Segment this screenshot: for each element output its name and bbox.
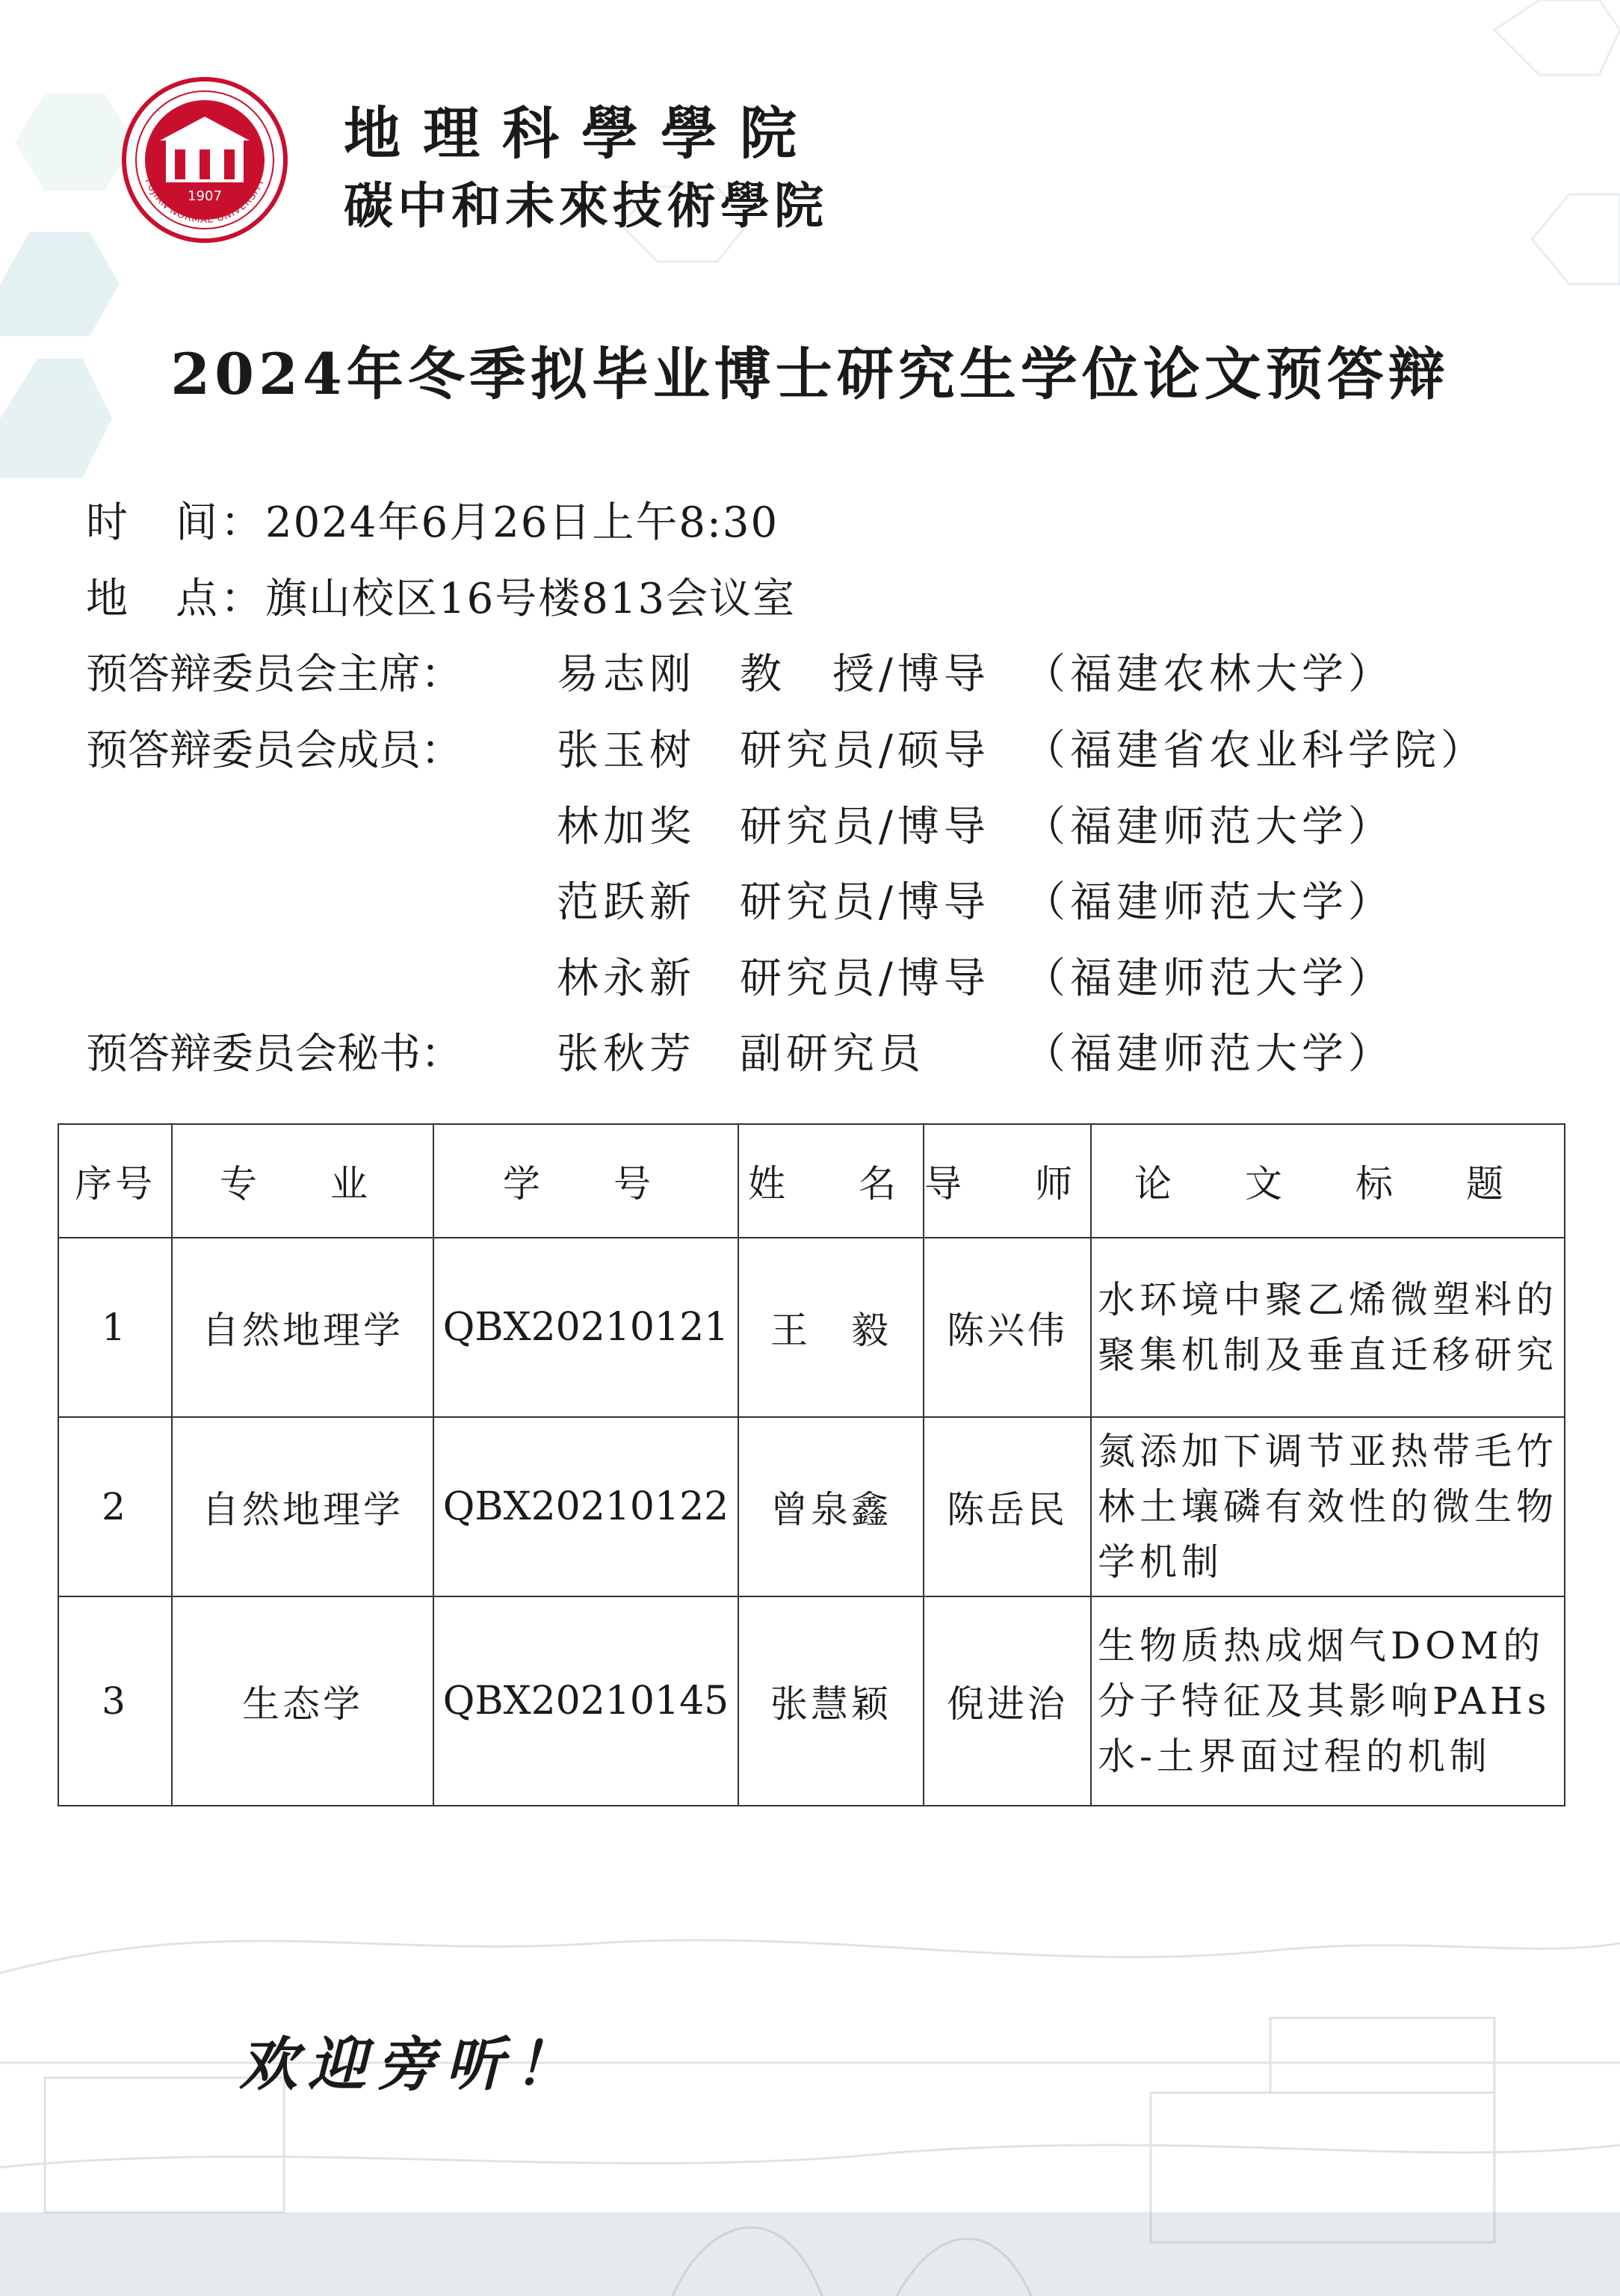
member-name: 范跃新 (557, 878, 696, 927)
member-name: 张玉树 (557, 726, 696, 775)
chair-title: 教 授/博导 (740, 650, 990, 699)
advisor-cell: 陈岳民 (924, 1417, 1091, 1596)
table-row (58, 1417, 1565, 1596)
column-header: 导 师 (924, 1124, 1091, 1238)
major-cell: 自然地理学 (172, 1238, 433, 1417)
defense-schedule-table (58, 1123, 1565, 1806)
student-id-cell: QBX20210121 (433, 1238, 738, 1417)
major-cell: 自然地理学 (172, 1417, 433, 1596)
members-label: 预答辩委员会成员： (86, 726, 463, 775)
advisor-cell: 倪进治 (924, 1596, 1091, 1806)
member-title: 研究员/博导 (740, 878, 990, 927)
member-name: 林永新 (557, 954, 696, 1003)
student-id-cell: QBX20210145 (433, 1596, 738, 1806)
secretary-title: 副研究员 (740, 1030, 925, 1078)
column-header: 论 文 标 题 (1091, 1124, 1565, 1238)
welcome-text: 欢迎旁听！ (239, 2031, 584, 2099)
column-header: 学 号 (433, 1124, 738, 1238)
member-org: （福建省农业科学院） (1024, 726, 1487, 775)
place-label: 地 点： (86, 575, 265, 623)
svg-text:FUJIAN NORMAL UNIVERSITY: FUJIAN NORMAL UNIVERSITY (142, 176, 268, 226)
member-org: （福建师范大学） (1024, 954, 1394, 1003)
member-name: 林加奖 (557, 803, 696, 851)
place-line (86, 566, 796, 626)
place-value: 旗山校区16号楼813会议室 (265, 575, 797, 623)
secretary-name: 张秋芳 (557, 1030, 696, 1078)
thesis-title-cell: 水环境中聚乙烯微塑料的聚集机制及垂直迁移研究 (1091, 1238, 1565, 1417)
student-name-cell: 曾泉鑫 (738, 1417, 924, 1596)
page-header (120, 75, 942, 247)
table-row (58, 1238, 1565, 1417)
student-name-cell: 张慧颖 (738, 1596, 924, 1806)
member-title: 研究员/博导 (740, 954, 990, 1003)
student-name-cell: 王 毅 (738, 1238, 924, 1417)
time-label: 时 间： (86, 499, 265, 547)
major-cell: 生态学 (172, 1596, 433, 1806)
column-header: 姓 名 (738, 1124, 924, 1238)
chair-label: 预答辩委员会主席： (86, 650, 463, 699)
page-title: 2024年冬季拟毕业博士研究生学位论文预答辩 (170, 341, 1450, 407)
svg-text:1907: 1907 (188, 188, 222, 204)
advisor-cell: 陈兴伟 (924, 1238, 1091, 1417)
time-line (86, 490, 779, 549)
table-header-row (58, 1124, 1565, 1238)
row-number: 2 (58, 1417, 172, 1596)
thesis-title-cell: 生物质热成烟气DOM的分子特征及其影响PAHs水-土界面过程的机制 (1091, 1596, 1565, 1806)
campus-sketch (0, 1940, 1620, 2296)
school-name-geography: 地理科學學院 (344, 100, 819, 167)
secretary-label: 预答辩委员会秘书： (86, 1030, 463, 1078)
hexagon-pattern (0, 93, 135, 478)
member-org: （福建师范大学） (1024, 803, 1394, 851)
school-name-carbon-neutral: 碳中和未來技術學院 (344, 176, 828, 235)
table-row (58, 1596, 1565, 1806)
member-title: 研究员/硕导 (740, 726, 990, 775)
time-value: 2024年6月26日上午8:30 (265, 499, 779, 547)
column-header: 专 业 (172, 1124, 433, 1238)
column-header: 序号 (58, 1124, 172, 1238)
chair-name: 易志刚 (557, 650, 696, 699)
member-org: （福建师范大学） (1024, 878, 1394, 927)
row-number: 1 (58, 1238, 172, 1417)
student-id-cell: QBX20210122 (433, 1417, 738, 1596)
member-title: 研究员/博导 (740, 803, 990, 851)
thesis-title-cell: 氮添加下调节亚热带毛竹林土壤磷有效性的微生物学机制 (1091, 1417, 1565, 1596)
secretary-org: （福建师范大学） (1024, 1030, 1394, 1078)
row-number: 3 (58, 1596, 172, 1806)
chair-org: （福建农林大学） (1024, 650, 1394, 699)
university-seal-icon (120, 75, 290, 245)
